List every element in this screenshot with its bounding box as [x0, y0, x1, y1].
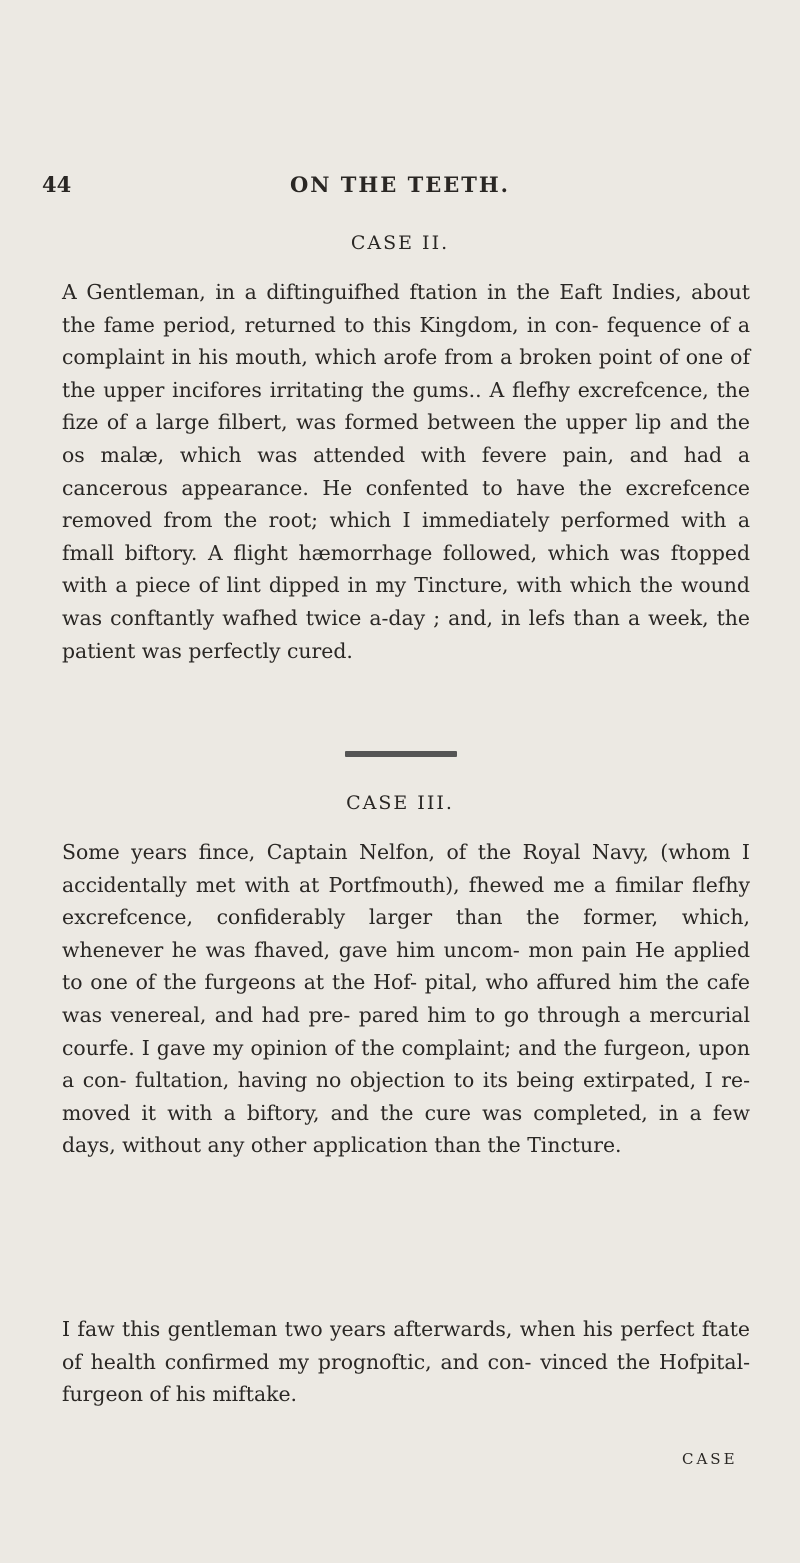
page-number: 44 [42, 172, 72, 197]
case-three-paragraph-one: Some years fince, Captain Nelfon, of the Royal Navy, (whom I accidentally met with at Portfmouth), fhewed me a fimilar flefhy excrefcence, confiderably larger than the former, which, whenever he was fhaved, gave him uncom- mon pain He applied to one of the furgeons at the Hof- pital, who affured him the cafe was venereal, and had pre- pared him to go through a mercurial courfe. I gave my opinion of the complaint; and the furgeon, upon a con- fultation, having no objection to its being extirpated, I re- moved it with a biftory, and the cure was completed, in a few days, without any other application than the Tincture. [62, 840, 750, 1158]
section-divider [345, 751, 457, 757]
running-title: ON THE TEETH. [289, 172, 510, 197]
case-three-paragraph-two: I faw this gentleman two years afterwards, when his perfect ftate of health confirmed my prognoftic, and con- vinced the Hofpital-furgeon of his miftake. [62, 1317, 750, 1407]
case-two-heading: CASE II. [350, 232, 450, 254]
catchword: CASE [682, 1450, 738, 1468]
case-three-heading: CASE III. [346, 792, 454, 814]
case-two-paragraph: A Gentleman, in a diftinguifhed ftation in the Eaft Indies, about the fame period, returned to this Kingdom, in con- fequence of a complaint in his mouth, which arofe from a broken point of one of the upper incifores irritating the gums.. A flefhy excrefcence, the fize of a large filbert, was formed between the upper lip and the os malæ, which was attended with fevere pain, and had a cancerous appearance. He confented to have the excrefcence removed from the root; which I immediately performed with a fmall biftory. A flight hæmorrhage followed, which was ftopped with a piece of lint dipped in my Tincture, with which the wound was conftantly wafhed twice a-day ; and, in lefs than a week, the patient was perfectly cured. [62, 280, 750, 663]
